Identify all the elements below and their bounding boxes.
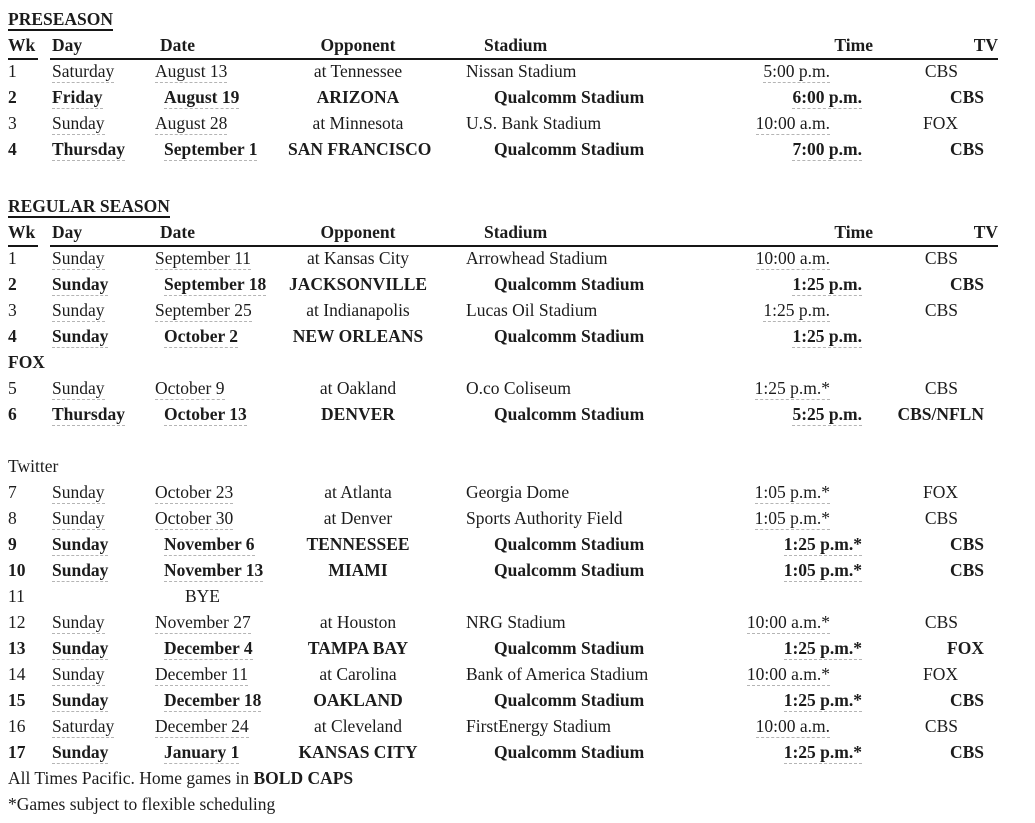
date-cell [155,245,288,271]
time-cell [668,297,878,323]
day-cell [50,375,155,401]
stadium-cell: Nissan Stadium [466,61,577,81]
tv-cell: CBS [949,139,984,159]
time-cell [668,739,878,765]
game-row [8,635,1035,661]
week-cell: 4 [8,139,17,159]
dashed-underline-text: Thursday [52,404,125,424]
time-cell [668,505,878,531]
opponent-cell: SAN FRANCISCO [288,139,432,159]
dashed-underline-text: October 23 [155,482,234,502]
dashed-underline-text: 1:25 p.m. [763,300,830,320]
date-cell [155,531,288,557]
section-title-text: REGULAR SEASON [8,196,170,216]
stadium-cell: Lucas Oil Stadium [466,300,598,320]
tv-cell [878,583,998,609]
opponent-cell: at Carolina [319,664,397,684]
dashed-underline-text: 6:00 p.m. [792,87,862,107]
day-cell [50,739,155,765]
week-cell: 2 [8,274,17,294]
dashed-underline-text: 1:25 p.m. [792,326,862,346]
week-cell: 1 [8,61,17,81]
day-cell [50,479,155,505]
dashed-underline-text: 10:00 a.m. [755,716,830,736]
date-cell [155,687,288,713]
regular-season-title [8,193,1035,219]
date-cell [155,323,288,349]
week-cell: 2 [8,87,17,107]
tv-cell: CBS [924,378,958,398]
stadium-cell: Qualcomm Stadium [494,742,645,762]
game-row [8,505,1035,531]
date-cell [155,713,288,739]
dashed-underline-text: Sunday [52,560,109,580]
time-cell [668,136,878,162]
opponent-cell: at Oakland [319,378,397,398]
stadium-cell: Qualcomm Stadium [494,690,645,710]
time-cell [668,661,878,687]
dashed-underline-text: 1:25 p.m.* [783,638,862,658]
day-cell [50,271,155,297]
time-cell [668,84,878,110]
day-cell [50,609,155,635]
dashed-underline-text: October 13 [164,404,247,424]
dashed-underline-text: Sunday [52,300,105,320]
week-cell: 15 [8,690,26,710]
opponent-cell: KANSAS CITY [298,742,418,762]
game-row [8,661,1035,687]
date-cell [155,401,288,427]
tv-cell: CBS [924,300,958,320]
stadium-cell: Qualcomm Stadium [494,326,645,346]
time-cell [668,401,878,427]
tv-cell: CBS [949,534,984,554]
dashed-underline-text: December 18 [164,690,262,710]
week-cell: 5 [8,378,17,398]
stadium-cell: Qualcomm Stadium [494,534,645,554]
dashed-underline-text: Sunday [52,664,105,684]
stadium-cell: Sports Authority Field [466,508,623,528]
column-header-tv: TV [878,32,998,60]
bold-caps-label: BOLD CAPS [253,768,354,788]
date-cell: BYE [185,586,220,606]
tv-cell: CBS [949,690,984,710]
day-cell [50,297,155,323]
opponent-cell: at Houston [319,612,397,632]
footer-times-text: All Times Pacific. Home games in [8,768,254,788]
day-cell [50,687,155,713]
tv-cell: FOX [947,638,984,658]
time-cell [668,479,878,505]
dashed-underline-text: August 13 [155,61,228,81]
date-cell [155,84,288,110]
regular-season-table-body [8,245,1035,765]
opponent-cell: at Atlanta [324,482,392,502]
column-header-day: Day [50,219,155,247]
dashed-underline-text: January 1 [164,742,240,762]
bye-row [8,583,1035,609]
date-cell [155,479,288,505]
opponent-cell: MIAMI [328,560,388,580]
stadium-cell: Qualcomm Stadium [494,274,645,294]
dashed-underline-text: 1:25 p.m.* [754,378,830,398]
dashed-underline-text: 10:00 a.m. [755,248,830,268]
day-cell [50,505,155,531]
game-row [8,297,1035,323]
week-cell: 9 [8,534,17,554]
game-row [8,687,1035,713]
week-cell: 11 [8,586,25,606]
game-row [8,245,1035,271]
tv-cell: CBS [924,716,958,736]
week-cell: 13 [8,638,26,658]
day-cell [50,661,155,687]
week-cell: 3 [8,300,17,320]
game-row [8,479,1035,505]
tv-cell: FOX [922,664,958,684]
dashed-underline-text: 5:00 p.m. [763,61,830,81]
time-cell [668,375,878,401]
column-header-wk: Wk [8,219,38,247]
column-header-date: Date [155,32,288,60]
game-row [8,271,1035,297]
tv-cell: CBS [924,61,958,81]
week-cell: 6 [8,404,17,424]
game-row [8,110,1035,136]
dashed-underline-text: Sunday [52,742,109,762]
tv-cell [878,323,998,349]
column-header-tv: TV [878,219,998,247]
dashed-underline-text: December 4 [164,638,253,658]
stadium-cell: NRG Stadium [466,612,566,632]
game-row [8,739,1035,765]
dashed-underline-text: September 11 [155,248,252,268]
dashed-underline-text: September 25 [155,300,252,320]
dashed-underline-text: October 2 [164,326,239,346]
day-cell [50,136,155,162]
footer-note-times [8,765,1035,791]
game-row [8,323,1035,349]
date-cell [155,557,288,583]
tv-cell: CBS/NFLN [897,404,984,424]
dashed-underline-text: Sunday [52,534,109,554]
date-cell [155,635,288,661]
column-header-opponent: Opponent [288,219,458,247]
time-cell [668,557,878,583]
date-cell [155,505,288,531]
time-cell [668,323,878,349]
opponent-cell: at Denver [323,508,393,528]
dashed-underline-text: Sunday [52,378,105,398]
column-header-date: Date [155,219,288,247]
opponent-cell [288,583,458,609]
week-cell: 17 [8,742,26,762]
day-cell [50,84,155,110]
column-header-stadium: Stadium [458,32,668,60]
week-cell: 8 [8,508,17,528]
opponent-cell: at Cleveland [314,716,402,736]
day-cell [50,557,155,583]
game-row [8,58,1035,84]
dashed-underline-text: 1:25 p.m.* [783,742,862,762]
dashed-underline-text: Saturday [52,716,115,736]
time-cell [668,58,878,84]
stadium-cell: Qualcomm Stadium [494,139,645,159]
regular-season-section [8,193,1035,765]
opponent-cell: NEW ORLEANS [292,326,424,346]
dashed-underline-text: Friday [52,87,103,107]
game-row [8,375,1035,401]
dashed-underline-text: Sunday [52,612,105,632]
tv-cell: CBS [949,560,984,580]
stadium-cell: Qualcomm Stadium [494,560,645,580]
opponent-cell: at Indianapolis [306,300,410,320]
stadium-cell: O.co Coliseum [466,378,571,398]
date-cell [155,271,288,297]
opponent-cell: at Minnesota [312,113,404,133]
dashed-underline-text: August 19 [164,87,240,107]
day-cell [50,110,155,136]
day-cell [50,531,155,557]
date-cell [155,110,288,136]
opponent-cell: ARIZONA [316,87,400,107]
game-row [8,136,1035,162]
game-row [8,557,1035,583]
column-header-day: Day [50,32,155,60]
dashed-underline-text: November 27 [155,612,251,632]
dashed-underline-text: December 11 [155,664,249,684]
week-cell: 3 [8,113,17,133]
dashed-underline-text: November 6 [164,534,255,554]
week-cell: 7 [8,482,17,502]
opponent-cell: TENNESSEE [306,534,410,554]
game-row [8,531,1035,557]
wrapped-tv-line: FOX [8,352,45,372]
tv-cell: CBS [924,248,958,268]
dashed-underline-text: 1:05 p.m.* [783,560,862,580]
dashed-underline-text: November 13 [164,560,264,580]
dashed-underline-text: 1:25 p.m.* [783,534,862,554]
section-title-text: PRESEASON [8,9,114,29]
date-cell [155,58,288,84]
preseason-title [8,6,1035,32]
week-cell: 14 [8,664,26,684]
dashed-underline-text: October 9 [155,378,225,398]
dashed-underline-text: 1:25 p.m. [792,274,862,294]
week-cell: 4 [8,326,17,346]
stadium-cell: Qualcomm Stadium [494,404,645,424]
date-cell [155,739,288,765]
stadium-cell: Qualcomm Stadium [494,87,645,107]
day-cell [50,58,155,84]
preseason-header-row [8,32,1035,58]
dashed-underline-text: Sunday [52,326,109,346]
dashed-underline-text: Sunday [52,274,109,294]
day-cell [50,583,155,609]
preseason-section [8,6,1035,162]
stadium-cell: FirstEnergy Stadium [466,716,612,736]
date-cell [155,609,288,635]
dashed-underline-text: December 24 [155,716,249,736]
week-cell: 16 [8,716,26,736]
date-cell [155,661,288,687]
date-cell [155,375,288,401]
dashed-underline-text: September 18 [164,274,267,294]
day-cell [50,713,155,739]
dashed-underline-text: September 1 [164,139,258,159]
tv-cell: FOX [922,113,958,133]
section-gap [8,162,1035,193]
column-header-time: Time [668,219,878,247]
week-cell: 12 [8,612,26,632]
dashed-underline-text: Thursday [52,139,125,159]
dashed-underline-text: 1:05 p.m.* [754,508,830,528]
dashed-underline-text: Sunday [52,508,105,528]
dashed-underline-text: Saturday [52,61,115,81]
dashed-underline-text: 1:05 p.m.* [754,482,830,502]
dashed-underline-text: Sunday [52,248,105,268]
dashed-underline-text: Sunday [52,113,105,133]
column-header-wk: Wk [8,32,38,60]
time-cell [668,531,878,557]
regular-season-header-row [8,219,1035,245]
stadium-cell: Arrowhead Stadium [466,248,608,268]
time-cell [668,271,878,297]
spacer-line [8,427,1035,453]
dashed-underline-text: August 28 [155,113,228,133]
date-cell [155,136,288,162]
wrapped-tv-line: Twitter [8,456,59,476]
stadium-cell: Bank of America Stadium [466,664,649,684]
dashed-underline-text: 10:00 a.m.* [746,612,830,632]
time-cell [668,110,878,136]
game-row [8,84,1035,110]
week-cell: 10 [8,560,26,580]
dashed-underline-text: Sunday [52,690,109,710]
stadium-cell: U.S. Bank Stadium [466,113,602,133]
game-row [8,609,1035,635]
tv-cell: CBS [924,612,958,632]
dashed-underline-text: 10:00 a.m.* [746,664,830,684]
opponent-cell: TAMPA BAY [307,638,409,658]
day-cell [50,635,155,661]
dashed-underline-text: 7:00 p.m. [792,139,862,159]
footer-note-flex-scheduling: *Games subject to flexible scheduling [8,794,276,814]
opponent-cell: at Kansas City [306,248,410,268]
game-row [8,401,1035,427]
stadium-cell [458,583,668,609]
tv-cell: CBS [949,742,984,762]
tv-cell: FOX [922,482,958,502]
dashed-underline-text: 1:25 p.m.* [783,690,862,710]
opponent-cell: DENVER [321,404,395,424]
preseason-table-body [8,58,1035,162]
column-header-time: Time [668,32,878,60]
stadium-cell: Qualcomm Stadium [494,638,645,658]
time-cell [668,713,878,739]
tv-cell: CBS [949,87,984,107]
day-cell [50,401,155,427]
dashed-underline-text: Sunday [52,482,105,502]
day-cell [50,245,155,271]
stadium-cell: Georgia Dome [466,482,570,502]
tv-cell: CBS [924,508,958,528]
time-cell [668,687,878,713]
dashed-underline-text: Sunday [52,638,109,658]
time-cell [668,245,878,271]
day-cell [50,323,155,349]
column-header-stadium: Stadium [458,219,668,247]
dashed-underline-text: 10:00 a.m. [755,113,830,133]
date-cell [155,297,288,323]
opponent-cell: JACKSONVILLE [288,274,428,294]
time-cell [668,635,878,661]
week-cell: 1 [8,248,17,268]
dashed-underline-text: October 30 [155,508,234,528]
dashed-underline-text: 5:25 p.m. [792,404,862,424]
opponent-cell: at Tennessee [313,61,403,81]
column-header-opponent: Opponent [288,32,458,60]
time-cell [668,583,878,609]
time-cell [668,609,878,635]
opponent-cell: OAKLAND [313,690,403,710]
tv-cell: CBS [949,274,984,294]
game-row [8,713,1035,739]
